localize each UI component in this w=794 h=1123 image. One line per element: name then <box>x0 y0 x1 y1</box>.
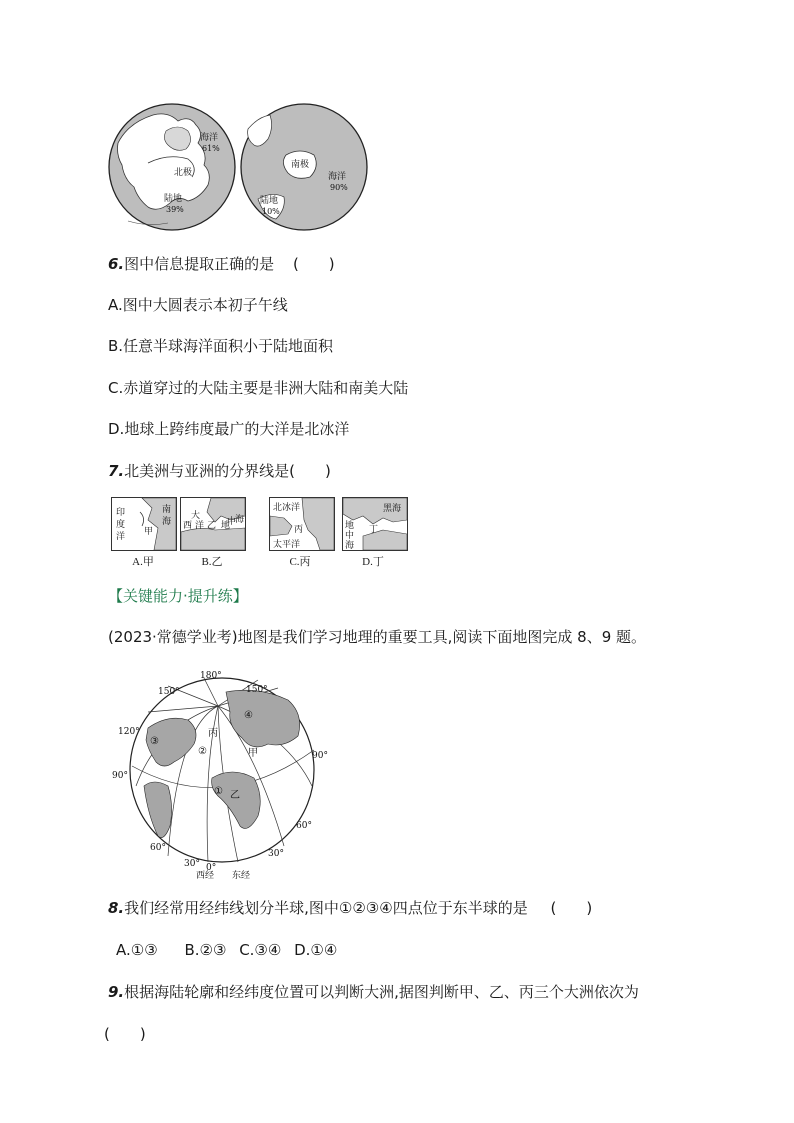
map-c-label: 太平洋 <box>273 540 301 550</box>
right-land-label: 陆地 <box>260 196 279 206</box>
globe-label-30e: 30° <box>268 849 284 859</box>
map-b-label: 海 <box>235 515 245 525</box>
question-6-option-c[interactable]: C.赤道穿过的大陆主要是非洲大陆和南美大陆 <box>108 379 409 397</box>
question-6-answer-bracket[interactable]: ( ) <box>292 255 335 273</box>
globe-label-0: 0° <box>206 863 217 873</box>
map-d-label: 黑海 <box>383 504 402 514</box>
globe-label-120w: 120° <box>118 727 140 737</box>
map-d-label: 地 <box>345 521 355 531</box>
question-9 <box>108 982 639 1002</box>
map-b-label: 地 <box>221 521 231 531</box>
map-a-label: 洋 <box>116 532 126 542</box>
left-pole-label: 北极 <box>174 168 193 178</box>
question-9-stem: 根据海陆轮廓和经纬度位置可以判断大洲,据图判断甲、乙、丙三个大洲依次为 <box>124 983 639 1001</box>
globe-mark-jia: 甲 <box>248 748 258 759</box>
hemisphere-figure <box>108 103 370 235</box>
map-c-label: 丙 <box>294 525 304 535</box>
globe-label-30w: 30° <box>184 859 200 869</box>
left-ocean-pct: 61% <box>202 144 220 153</box>
question-7-number: 7. <box>108 462 125 480</box>
globe-point-1: ① <box>214 786 223 797</box>
map-a-label: 度 <box>116 520 126 530</box>
map-option-c-caption[interactable]: C.丙 <box>289 556 311 568</box>
right-ocean-pct: 90% <box>330 183 348 192</box>
map-option-a[interactable] <box>111 497 177 551</box>
section-title: 【关键能力·提升练】 <box>108 587 248 605</box>
right-pole-label: 南极 <box>291 160 310 170</box>
globe-figure <box>108 666 328 880</box>
question-9-answer-bracket[interactable]: ( ) <box>104 1025 146 1043</box>
map-a-label: 印 <box>116 508 126 518</box>
globe-west-label: 西经 <box>196 871 215 880</box>
map-option-c[interactable] <box>269 497 335 551</box>
globe-point-4: ④ <box>244 710 253 721</box>
left-land-label: 陆地 <box>164 194 183 204</box>
question-8-number: 8. <box>108 899 125 917</box>
globe-label-180: 180° <box>200 671 222 681</box>
globe-label-60w: 60° <box>150 843 166 853</box>
map-a-label: 海 <box>162 517 172 527</box>
map-a-label: 甲 <box>144 527 154 537</box>
question-7 <box>108 461 331 481</box>
left-ocean-label: 海洋 <box>200 133 219 143</box>
question-6-option-a[interactable]: A.图中大圆表示本初子午线 <box>108 296 288 314</box>
question-6-stem: 图中信息提取正确的是 <box>124 255 275 273</box>
map-a-label: 南 <box>162 505 172 515</box>
question-8-options <box>116 940 337 960</box>
question-8-answer-bracket[interactable]: ( ) <box>550 899 593 917</box>
question-8 <box>108 898 592 918</box>
question-8-stem: 我们经常用经纬线划分半球,图中①②③④四点位于东半球的是 <box>124 899 528 917</box>
left-land-pct: 39% <box>166 205 184 214</box>
map-d-label: 海 <box>345 541 355 551</box>
map-option-b[interactable] <box>180 497 246 551</box>
question-8-option-b[interactable]: B.②③ <box>184 941 227 959</box>
globe-label-150w: 150° <box>158 687 180 697</box>
question-9-number: 9. <box>108 983 125 1001</box>
question-8-option-d[interactable]: D.①④ <box>294 941 338 959</box>
globe-label-150e: 150° <box>246 685 268 695</box>
question-6 <box>108 254 335 274</box>
globe-east-label: 东经 <box>232 871 251 880</box>
map-b-label: 洋 <box>195 521 205 531</box>
right-land-pct: 10% <box>262 207 280 216</box>
globe-point-3: ③ <box>150 736 159 747</box>
map-option-a-caption[interactable]: A.甲 <box>132 556 154 568</box>
intro-text: (2023·常德学业考)地图是我们学习地理的重要工具,阅读下面地图完成 8、9 题。 <box>108 628 647 646</box>
globe-point-2: ② <box>198 746 207 757</box>
globe-label-90w: 90° <box>112 771 128 781</box>
map-b-label: 中 <box>227 517 237 527</box>
question-7-answer-bracket[interactable]: ( ) <box>289 462 331 480</box>
question-8-option-a[interactable]: A.①③ <box>116 941 158 959</box>
map-b-label: 乙 <box>207 521 217 531</box>
map-c-label: 北冰洋 <box>273 503 301 513</box>
map-option-b-caption[interactable]: B.乙 <box>201 556 223 568</box>
globe-mark-yi: 乙 <box>230 790 240 801</box>
question-6-number: 6. <box>108 255 125 273</box>
question-8-option-c[interactable]: C.③④ <box>239 941 282 959</box>
map-d-label: 丁 <box>369 525 379 535</box>
map-option-d[interactable] <box>342 497 408 551</box>
question-6-option-b[interactable]: B.任意半球海洋面积小于陆地面积 <box>108 337 334 355</box>
map-b-label: 大 <box>191 511 201 521</box>
right-ocean-label: 海洋 <box>328 172 347 182</box>
globe-label-60e: 60° <box>296 821 312 831</box>
globe-mark-bing: 丙 <box>208 728 218 739</box>
question-6-option-d[interactable]: D.地球上跨纬度最广的大洋是北冰洋 <box>108 420 350 438</box>
question-7-stem: 北美洲与亚洲的分界线是 <box>124 462 290 480</box>
map-option-d-caption[interactable]: D.丁 <box>362 556 384 568</box>
map-d-label: 中 <box>345 531 355 541</box>
map-b-label: 西 <box>183 521 193 531</box>
globe-label-90e: 90° <box>312 751 328 761</box>
